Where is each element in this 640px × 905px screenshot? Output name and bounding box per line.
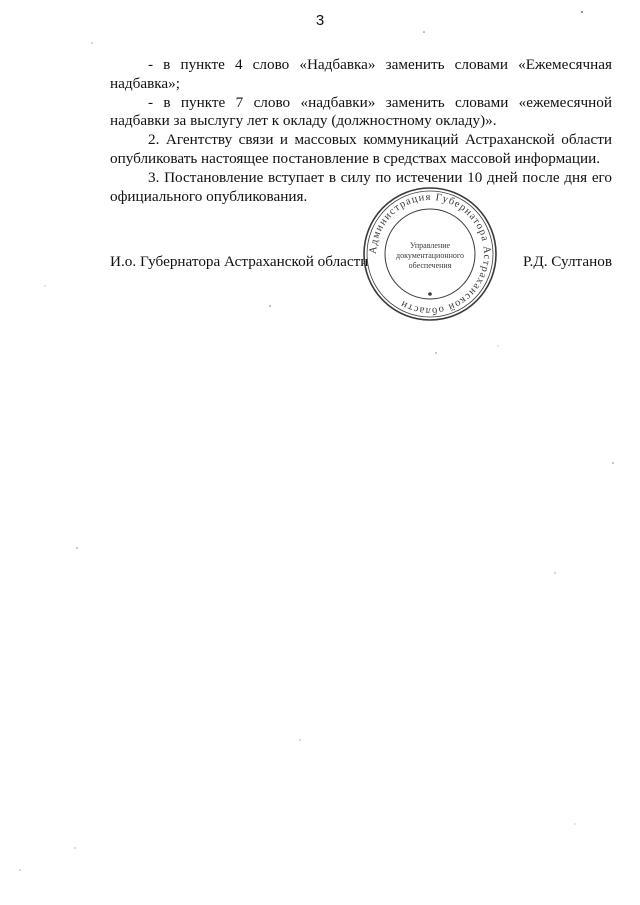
document-body [110,56,612,206]
paragraph-item-4-change: - в пункте 4 слово «Надбавка» заменить словами «Ежемесячная надбавка»; [110,56,612,92]
paragraph-publication: 2. Агентству связи и массовых коммуникаций Астраханской области опубликовать настоящее постановление в средствах массовой информации. [110,131,612,167]
seal-inner-line: обеспечения [408,261,452,270]
svg-text:Администрация Губернатора Астр: Администрация Губернатора Астраханской области [367,191,493,317]
official-stamp [362,186,498,322]
seal-inner-line: документационного [396,251,464,260]
signatory-name: Р.Д. Султанов [522,253,612,270]
seal-inner-line: Управление [409,241,451,250]
paragraph-item-7-change: - в пункте 7 слово «надбавки» заменить словами «ежемесячной надбавки за выслугу лет к окладу (должностному окладу)». [110,93,612,130]
paragraph-entry-into-force: 3. Постановление вступает в силу по истечении 10 дней после дня его официального опубликования. [110,168,612,205]
signatory-title: И.о. Губернатора Астраханской области [110,253,369,270]
page-number: 3 [315,12,325,29]
